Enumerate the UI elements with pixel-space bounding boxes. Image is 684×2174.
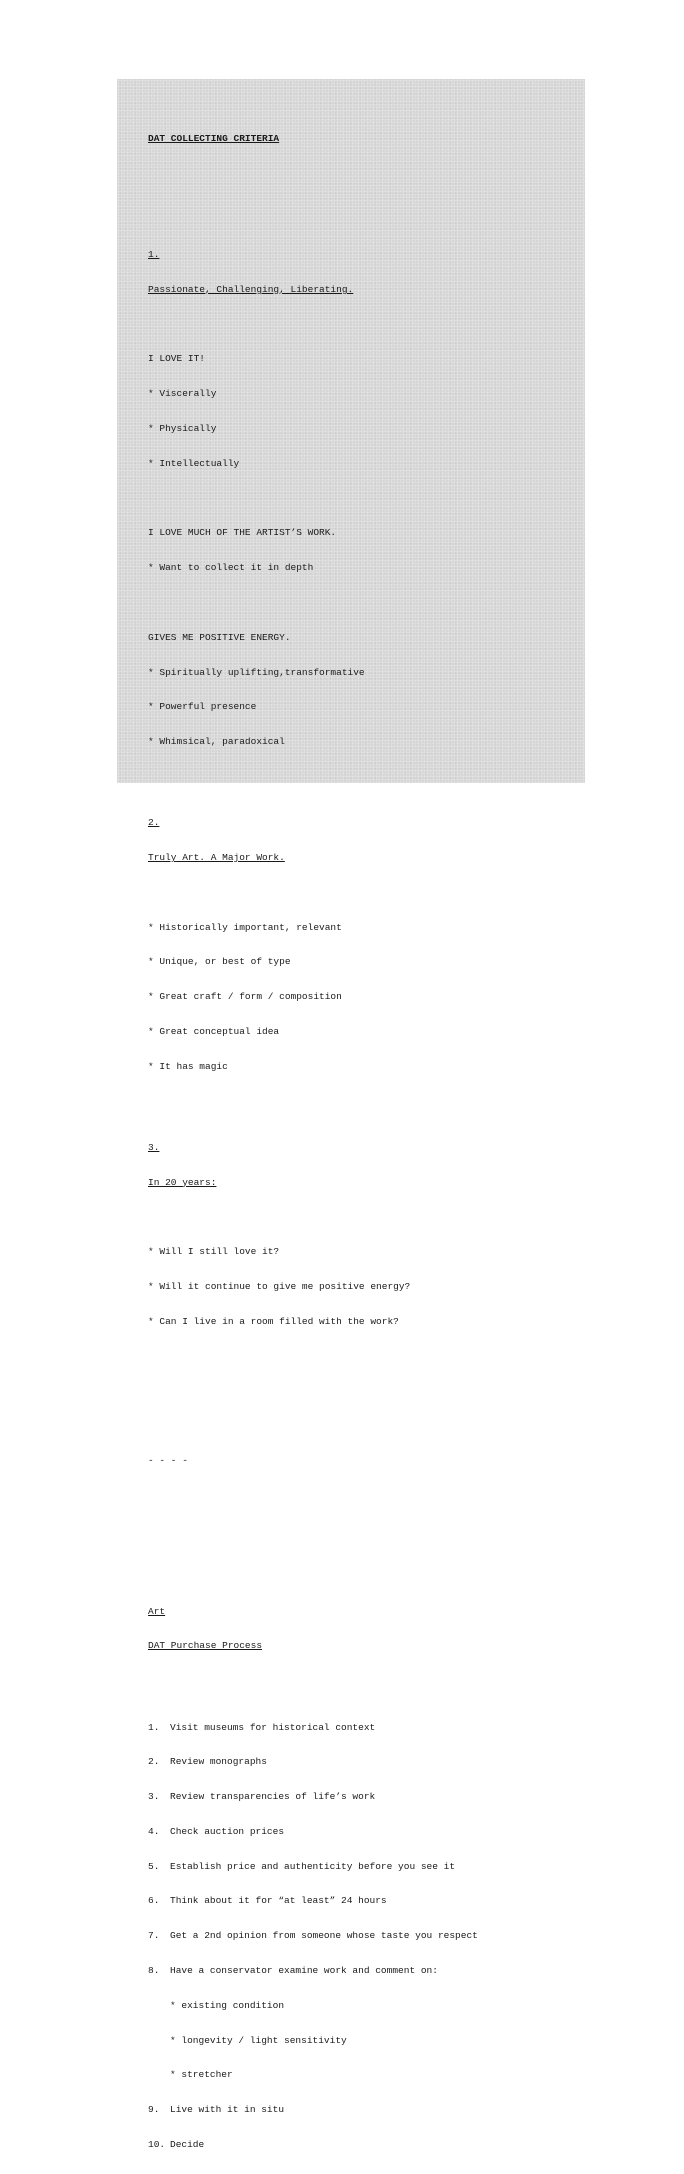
process-step: 4. Check auction prices	[148, 1825, 285, 1837]
list-item: * It has magic	[148, 1060, 228, 1072]
list-item: * Physically	[148, 423, 217, 435]
list-item: * Unique, or best of type	[148, 956, 291, 968]
document-body	[148, 110, 575, 2174]
section-3-number: 3.	[148, 1141, 160, 1153]
document-page	[117, 79, 585, 2150]
section-1-heading: Passionate, Challenging, Liberating.	[148, 283, 354, 295]
process-sub-item: * existing condition	[170, 1999, 285, 2011]
list-item: * Viscerally	[148, 388, 217, 400]
process-sub-item: * stretcher	[170, 2069, 233, 2081]
section-2-number: 2.	[148, 817, 160, 829]
section-3-heading: In 20 years:	[148, 1176, 217, 1188]
positive-energy-title: GIVES ME POSITIVE ENERGY.	[148, 631, 291, 643]
list-item: * Intellectually	[148, 457, 240, 469]
list-item: * Will I still love it?	[148, 1246, 280, 1258]
process-step: 1. Visit museums for historical context	[148, 1721, 376, 1733]
process-sub-item: * longevity / light sensitivity	[170, 2034, 347, 2046]
list-item: * Will it continue to give me positive energy?	[148, 1280, 411, 1292]
list-item: * Can I live in a room filled with the work?	[148, 1315, 399, 1327]
process-label: Art	[148, 1605, 166, 1617]
section-1-number: 1.	[148, 249, 160, 261]
list-item: * Great craft / form / composition	[148, 991, 342, 1003]
process-step: 2. Review monographs	[148, 1756, 267, 1768]
list-item: * Whimsical, paradoxical	[148, 736, 285, 748]
process-step: 8. Have a conservator examine work and comment on:	[148, 1965, 438, 1976]
process-step: 9. Live with it in situ	[148, 2104, 285, 2116]
process-step: 3. Review transparencies of life’s work	[148, 1791, 376, 1803]
list-item: * Great conceptual idea	[148, 1025, 280, 1037]
list-item: * Historically important, relevant	[148, 921, 342, 933]
list-item: * Powerful presence	[148, 701, 257, 713]
process-step: 6. Think about it for “at least” 24 hours	[148, 1895, 387, 1907]
list-item: * Want to collect it in depth	[148, 562, 314, 574]
list-item: * Spiritually uplifting,transformative	[148, 666, 365, 678]
love-it-title: I LOVE IT!	[148, 353, 206, 365]
artist-work-title: I LOVE MUCH OF THE ARTIST’S WORK.	[148, 527, 337, 539]
process-step: 5. Establish price and authenticity before you see it	[148, 1860, 456, 1872]
process-step: 7. Get a 2nd opinion from someone whose taste you respect	[148, 1930, 478, 1942]
process-step: 10. Decide	[148, 2138, 205, 2150]
document-title: DAT COLLECTING CRITERIA	[148, 133, 280, 145]
separator: - - - -	[148, 1454, 188, 1466]
section-2-heading: Truly Art. A Major Work.	[148, 852, 285, 863]
process-heading: DAT Purchase Process	[148, 1640, 263, 1652]
